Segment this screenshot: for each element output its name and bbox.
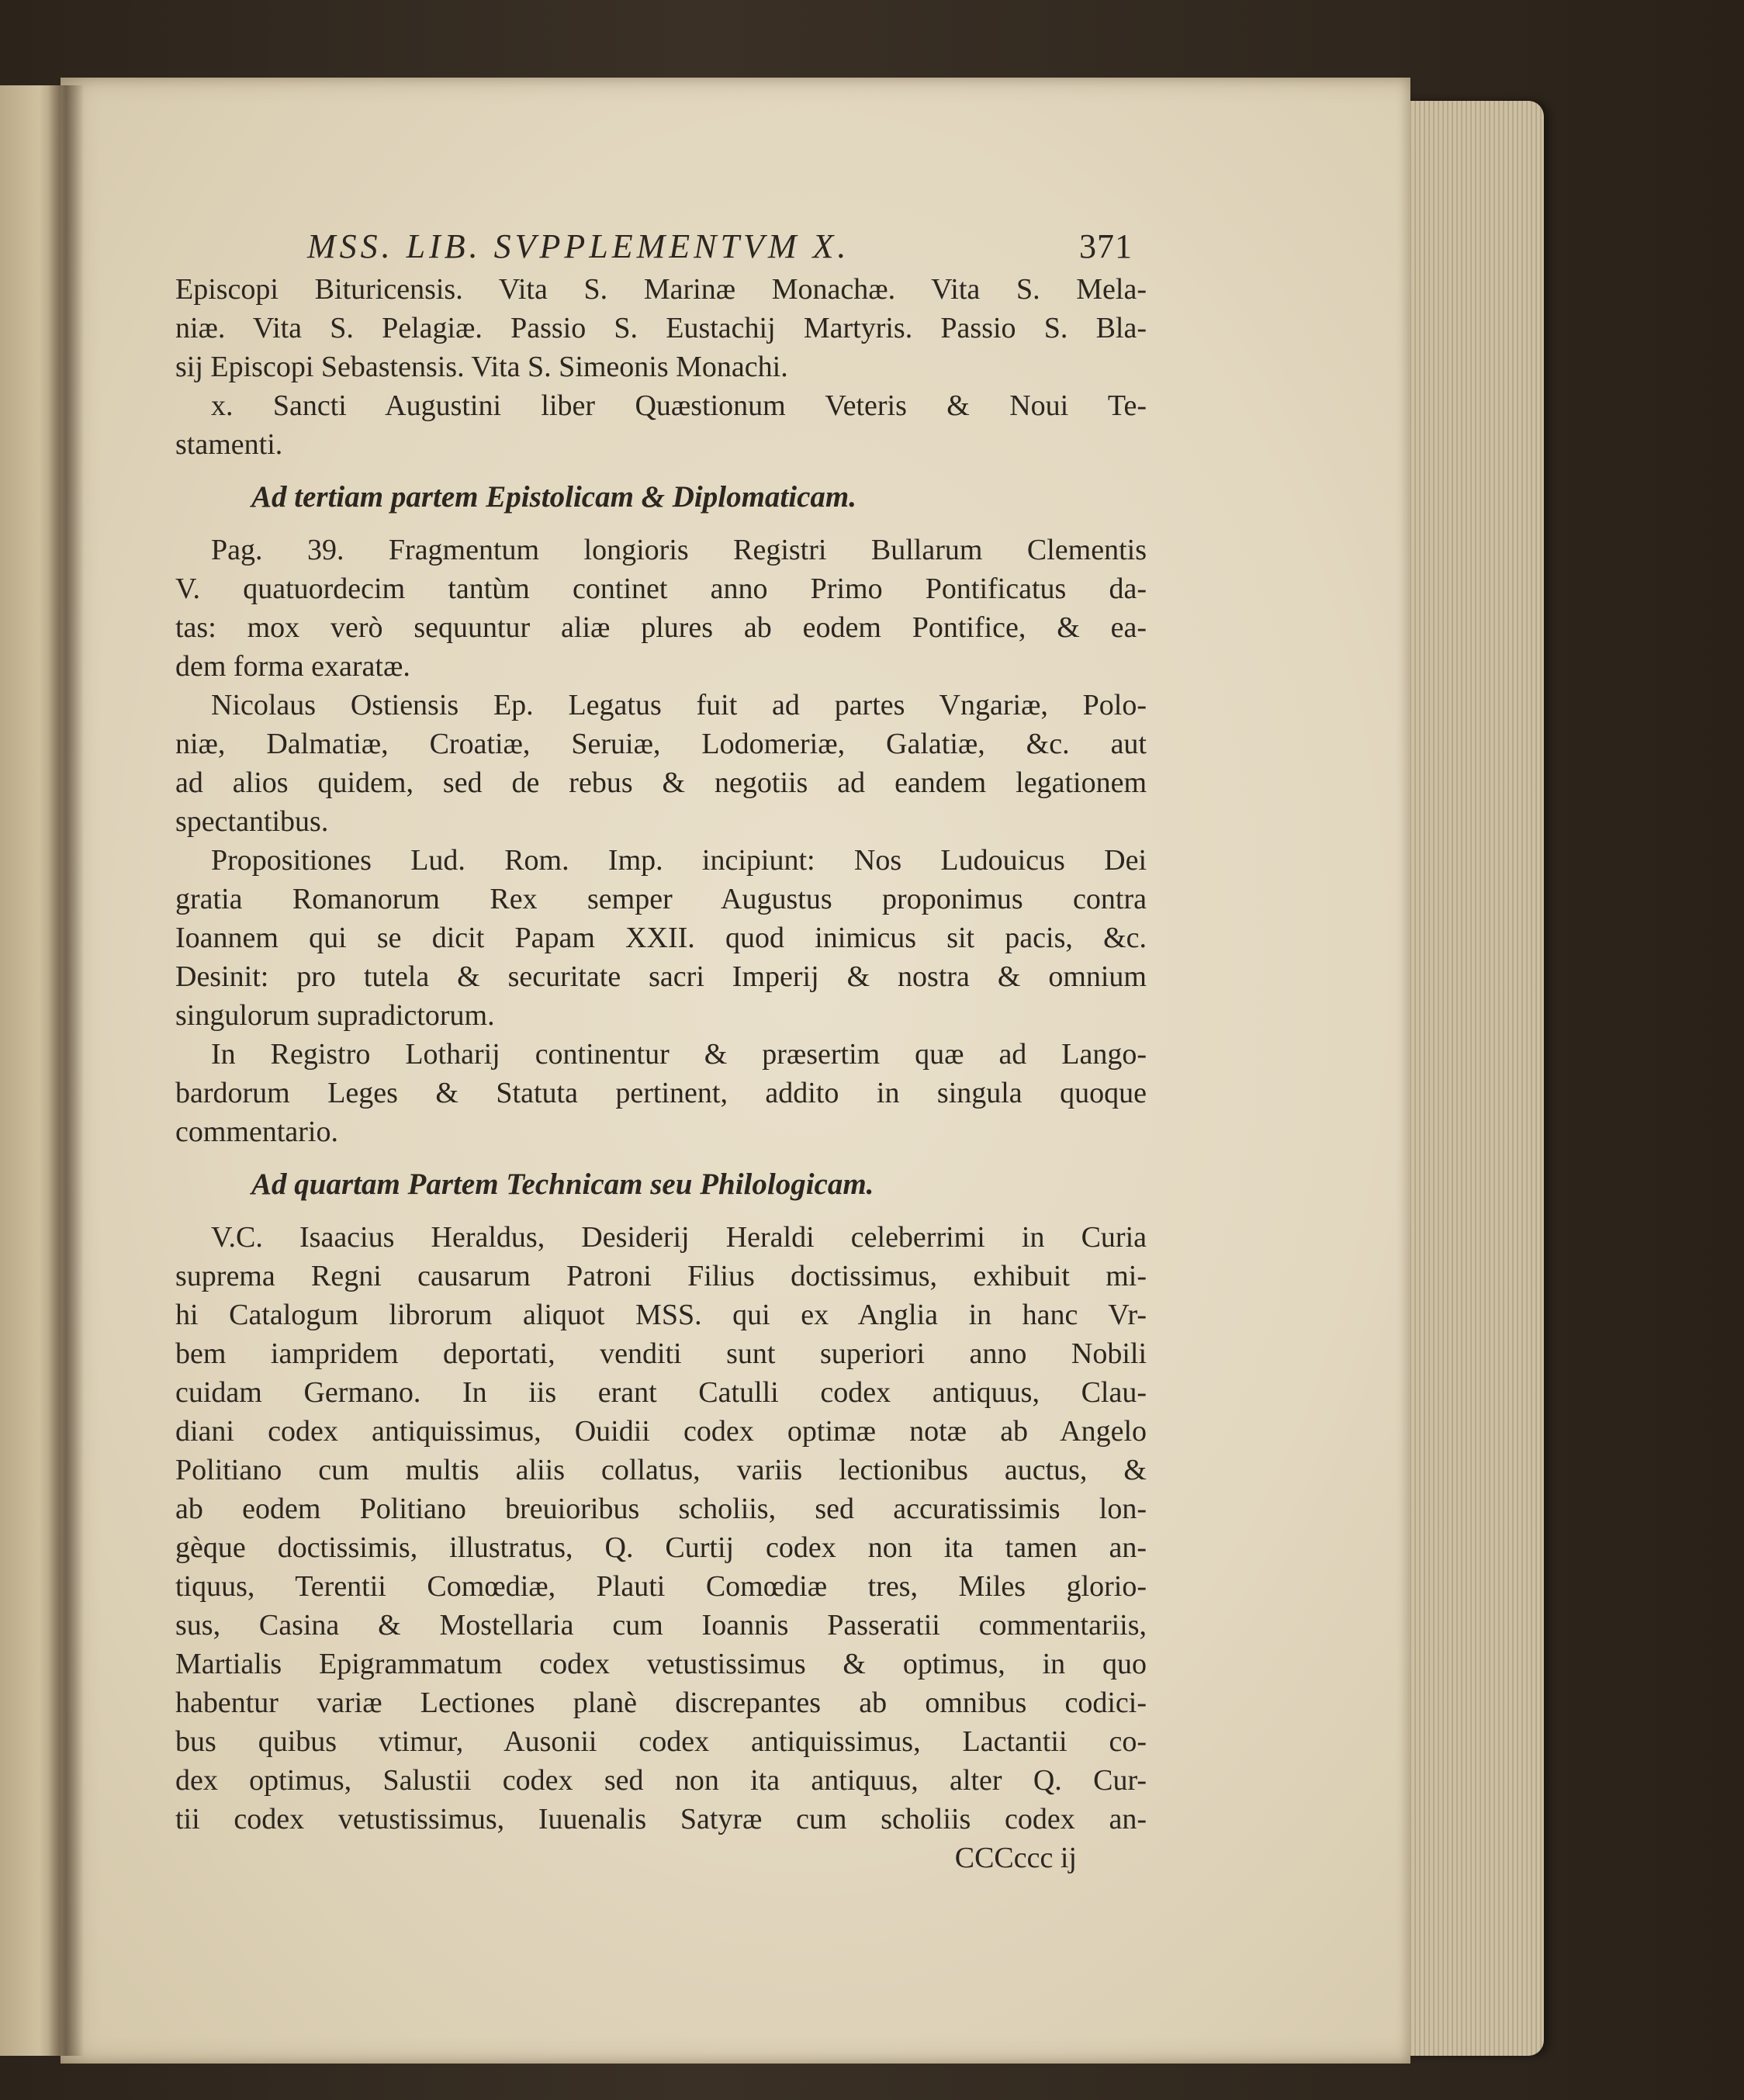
text-line: niæ, Dalmatiæ, Croatiæ, Seruiæ, Lodomeriæ, Galatiæ, &c. aut (175, 728, 1147, 760)
text-line: niæ. Vita S. Pelagiæ. Passio S. Eustachij Martyris. Passio S. Bla- (175, 312, 1147, 344)
running-title: MSS. LIB. SVPPLEMENTVM X. (307, 227, 850, 265)
page-block-edges (1389, 101, 1544, 2056)
text-line: stamenti. (175, 428, 283, 461)
text-line: spectantibus. (175, 805, 329, 838)
text-line: bardorum Leges & Statuta pertinent, addito in singula quoque (175, 1077, 1147, 1109)
text-line: tiquus, Terentii Comœdiæ, Plauti Comœdiæ tres, Miles glorio- (175, 1570, 1147, 1603)
section-heading: Ad quartam Partem Technicam seu Philologicam. (251, 1168, 874, 1201)
text-line: Pag. 39. Fragmentum longioris Registri Bullarum Clementis (211, 534, 1147, 566)
text-line: In Registro Lotharij continentur & præsertim quæ ad Lango- (211, 1038, 1147, 1071)
text-line: V.C. Isaacius Heraldus, Desiderij Heraldi celeberrimi in Curia (211, 1221, 1147, 1254)
text-line: V. quatuordecim tantùm continet anno Primo Pontificatus da- (175, 573, 1147, 605)
text-line: Desinit: pro tutela & securitate sacri Imperij & nostra & omnium (175, 960, 1147, 993)
text-line: hi Catalogum librorum aliquot MSS. qui ex Anglia in hanc Vr- (175, 1299, 1147, 1331)
text-line: x. Sancti Augustini liber Quæstionum Veteris & Noui Te- (211, 389, 1147, 422)
text-line: ad alios quidem, sed de rebus & negotiis ad eandem legationem (175, 766, 1147, 799)
text-line: habentur variæ Lectiones planè discrepantes ab omnibus codici- (175, 1687, 1147, 1719)
text-line: sus, Casina & Mostellaria cum Ioannis Passeratii commentariis, (175, 1609, 1147, 1642)
text-line: sij Episcopi Sebastensis. Vita S. Simeonis Monachi. (175, 351, 788, 383)
text-line: cuidam Germano. In iis erant Catulli codex antiquus, Clau- (175, 1376, 1147, 1409)
text-line: bem iampridem deportati, venditi sunt superiori anno Nobili (175, 1337, 1147, 1370)
text-line: bus quibus vtimur, Ausonii codex antiquissimus, Lactantii co- (175, 1725, 1147, 1758)
text-line: Politiano cum multis aliis collatus, variis lectionibus auctus, & (175, 1454, 1147, 1486)
text-line: commentario. (175, 1116, 338, 1148)
text-line: Ioannem qui se dicit Papam XXII. quod inimicus sit pacis, &c. (175, 922, 1147, 954)
text-block (175, 227, 1147, 1877)
text-line: tii codex vetustissimus, Iuuenalis Satyræ cum scholiis codex an- (175, 1803, 1147, 1835)
text-line: ab eodem Politiano breuioribus scholiis, sed accuratissimis lon- (175, 1493, 1147, 1525)
text-line: suprema Regni causarum Patroni Filius doctissimus, exhibuit mi- (175, 1260, 1147, 1292)
text-line: dex optimus, Salustii codex sed non ita antiquus, alter Q. Cur- (175, 1764, 1147, 1797)
text-line: Nicolaus Ostiensis Ep. Legatus fuit ad partes Vngariæ, Polo- (211, 689, 1147, 721)
text-line: Propositiones Lud. Rom. Imp. incipiunt: Nos Ludouicus Dei (211, 844, 1147, 877)
page-number: 371 (1079, 227, 1133, 265)
text-line: gratia Romanorum Rex semper Augustus proponimus contra (175, 883, 1147, 915)
text-line: gèque doctissimis, illustratus, Q. Curtij codex non ita tamen an- (175, 1531, 1147, 1564)
text-line: Martialis Epigrammatum codex vetustissimus & optimus, in quo (175, 1648, 1147, 1680)
section-heading: Ad tertiam partem Epistolicam & Diplomaticam. (251, 480, 856, 514)
gutter-shadow (48, 85, 84, 2056)
text-line: Episcopi Bituricensis. Vita S. Marinæ Monachæ. Vita S. Mela- (175, 273, 1147, 306)
signature-mark: CCCccc ij (954, 1842, 1077, 1874)
text-line: diani codex antiquissimus, Ouidii codex optimæ notæ ab Angelo (175, 1415, 1147, 1448)
text-line: dem forma exaratæ. (175, 650, 410, 683)
text-line: tas: mox verò sequuntur aliæ plures ab eodem Pontifice, & ea- (175, 611, 1147, 644)
running-header (175, 227, 1147, 270)
text-line: singulorum supradictorum. (175, 999, 495, 1032)
